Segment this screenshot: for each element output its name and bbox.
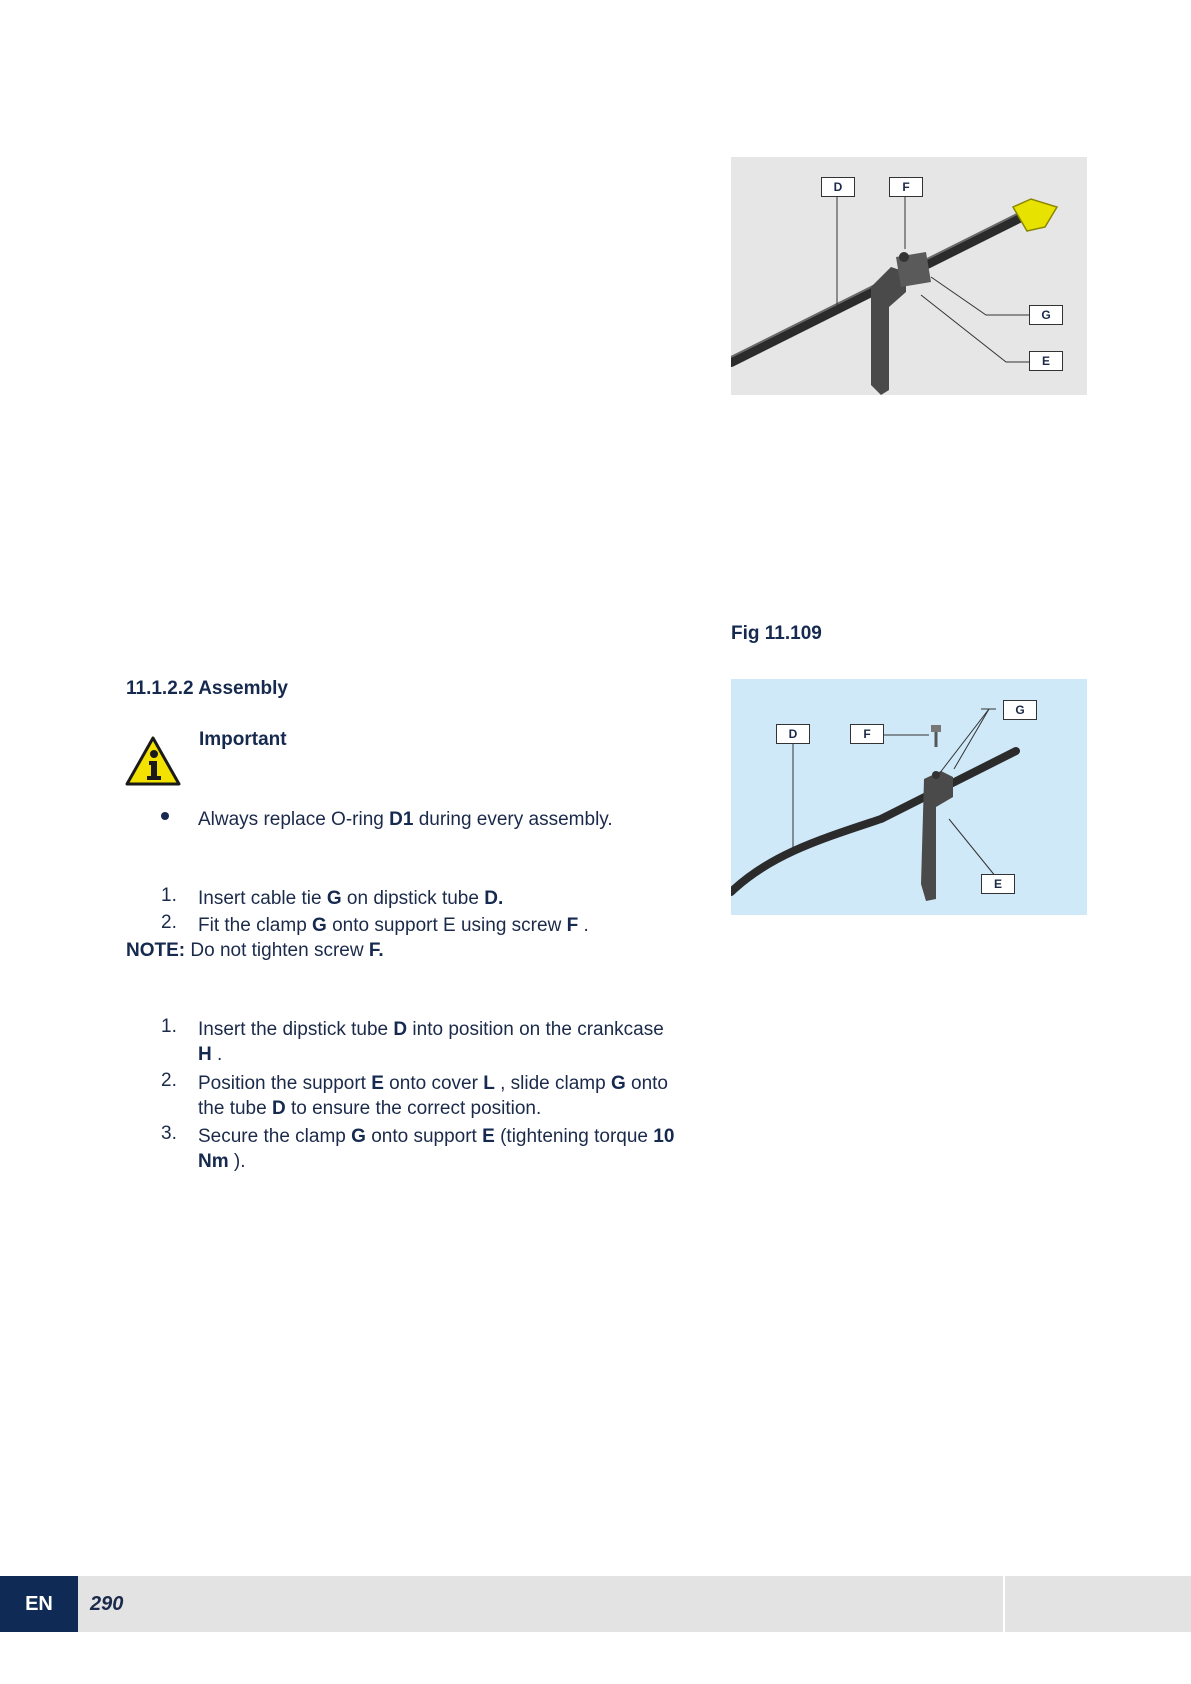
warning-info-icon bbox=[124, 735, 182, 787]
fig-bottom-label-e: E bbox=[981, 874, 1015, 894]
fig-top-label-g: G bbox=[1029, 305, 1063, 325]
footer-page-number: 290 bbox=[90, 1592, 124, 1615]
dipstick-handle-icon bbox=[1013, 199, 1057, 231]
figure-caption: Fig 11.109 bbox=[731, 623, 822, 644]
footer-divider bbox=[1003, 1576, 1005, 1632]
fig-top-label-d: D bbox=[821, 177, 855, 197]
step-b1-number: 1. bbox=[161, 1016, 177, 1037]
bullet-dot bbox=[161, 812, 169, 820]
step-a1-number: 1. bbox=[161, 885, 177, 906]
step-b3-text: Secure the clamp G onto support E (tightening torque 10 Nm ). bbox=[198, 1126, 675, 1172]
figure-top-image bbox=[731, 157, 1087, 395]
screw-icon bbox=[931, 725, 941, 747]
figure-bottom-image bbox=[731, 679, 1087, 915]
footer-language: EN bbox=[0, 1576, 78, 1632]
fig-bottom-label-f: F bbox=[850, 724, 884, 744]
section-title: 11.1.2.2 Assembly bbox=[126, 678, 288, 699]
fig-bottom-label-g: G bbox=[1003, 700, 1037, 720]
step-a2-text: Fit the clamp G onto support E using screw F . bbox=[198, 915, 589, 936]
fig-top-label-f: F bbox=[889, 177, 923, 197]
fig-bottom-label-d: D bbox=[776, 724, 810, 744]
step-a1-text: Insert cable tie G on dipstick tube D. bbox=[198, 888, 504, 909]
step-b2-number: 2. bbox=[161, 1070, 177, 1091]
step-b3-number: 3. bbox=[161, 1123, 177, 1144]
step-b2-text: Position the support E onto cover L , slide clamp G onto the tube D to ensure the correct position. bbox=[198, 1073, 668, 1119]
bullet-text: Always replace O-ring D1 during every assembly. bbox=[198, 809, 613, 830]
footer-bar bbox=[0, 1576, 1191, 1632]
step-a2-number: 2. bbox=[161, 912, 177, 933]
fig-top-label-e: E bbox=[1029, 351, 1063, 371]
step-b1-text: Insert the dipstick tube D into position on the crankcase H . bbox=[198, 1019, 664, 1065]
notice-label: Important bbox=[199, 729, 287, 750]
note-text: NOTE: Do not tighten screw F. bbox=[126, 940, 384, 961]
